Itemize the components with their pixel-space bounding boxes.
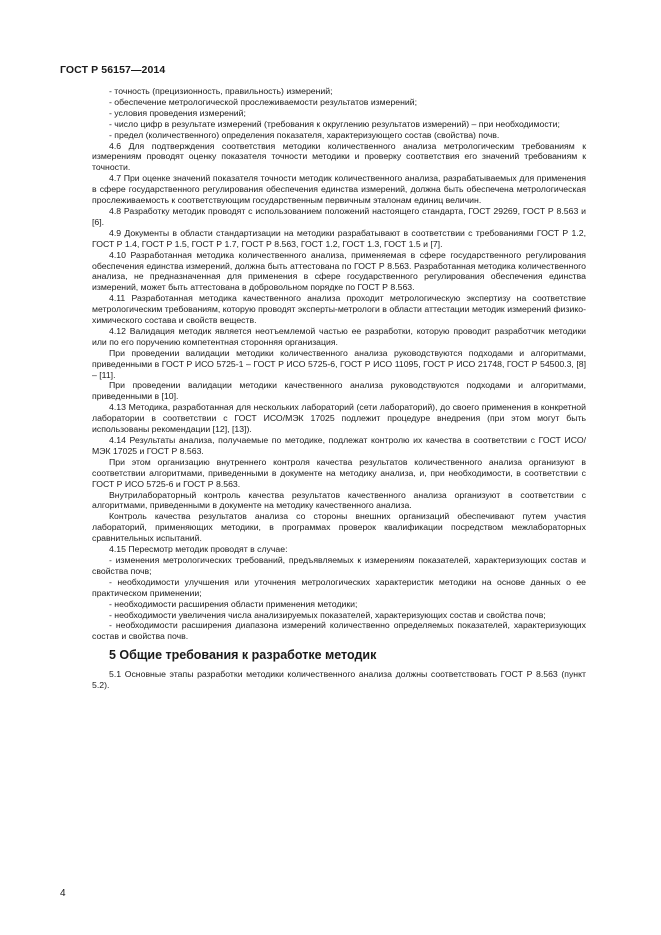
list-item: - условия проведения измерений; [109,107,246,118]
page-content [92,86,586,691]
list-item: - необходимости расширения области применения методики; [109,598,358,609]
list-item: - предел (количественного) определения показателя, характеризующего состав (свойства) почв. [109,129,500,140]
list-item: - обеспечение метрологической прослеживаемости результатов измерений; [109,96,418,107]
paragraph: При проведении валидации методики количественного анализа руководствуются подходами и алгоритмами, приведенными в ГОСТ Р ИСО 5725-1 – ГОСТ Р ИСО 5725-6, ГОСТ Р ИСО 11095, ГОСТ Р ИСО 21748, ГОСТ Р 54500.3, [8] – [11]. [92,347,586,380]
list-item: - необходимости улучшения или уточнения метрологических характеристик методики на основе данных о ее практическом применении; [92,576,586,598]
list-item: - необходимости увеличения числа анализируемых показателей, характеризующих состав и свойства почв; [109,609,546,620]
clause-4-10: 4.10 Разработанная методика количественного анализа, применяемая в сфере государственного регулирования обеспечения единства измерений, должна быть аттестована по ГОСТ Р 8.563. Разработанная методика количественного анализа, не предназначенная для применения в сфере государственного регулирования обеспечения единства измерений, может быть аттестована в добровольном порядке по ГОСТ Р 8.563. [92,249,586,293]
clause-4-8: 4.8 Разработку методик проводят с использованием положений настоящего стандарта, ГОСТ 29269, ГОСТ Р 8.563 и [6]. [92,205,586,227]
clause-4-14: 4.14 Результаты анализа, получаемые по методике, подлежат контролю их качества в соответствии с ГОСТ ИСО/МЭК 17025 и ГОСТ Р 8.563. [92,435,586,456]
clause-4-11: 4.11 Разработанная методика качественного анализа проходит метрологическую экспертизу на соответствие метрологическим требованиям, которую проводят эксперты-метрологи в области аттестации методик измерений физико-химического состава и свойств веществ. [92,293,586,326]
page-number: 4 [60,888,66,899]
list-item: - изменения метрологических требований, предъявляемых к измерениям показателей, характеризующих состав и свойства почв; [92,554,586,576]
clause-4-13: 4.13 Методика, разработанная для нескольких лабораторий (сети лабораторий), до своего применения в конкретной лаборатории в соответствии с ГОСТ ИСО/МЭК 17025 подлежит процедуре внедрения (при этом могут быть использованы рекомендации [12], [13]). [92,402,586,435]
list-item: - число цифр в результате измерений (требования к округлению результатов измерений) – при необходимости; [109,118,560,129]
clause-4-9: 4.9 Документы в области стандартизации на методики разрабатывают в соответствии с требованиями ГОСТ Р 1.2, ГОСТ Р 1.4, ГОСТ Р 1.5, ГОСТ Р 1.7, ГОСТ Р 8.563, ГОСТ 1.2, ГОСТ 1.3, ГОСТ 1.5 и [7]. [92,227,586,249]
document-code-header: ГОСТ Р 56157—2014 [60,64,166,76]
section-5-heading: 5 Общие требования к разработке методик [109,648,377,663]
paragraph: Внутрилабораторный контроль качества результатов качественного анализа организуют в соответствии с алгоритмами, приведенными в документе на методику качественного анализа. [92,489,586,511]
clause-4-6: 4.6 Для подтверждения соответствия методики количественного анализа метрологическим требованиям к измерениям проводят оценку показателя точности методики и проверку соответствия его значений требованиям к точности. [92,140,586,173]
list-item: - точность (прецизионность, правильность) измерений; [109,86,333,96]
paragraph: При этом организацию внутреннего контроля качества результатов количественного анализа организуют в соответствии алгоритмами, приведенными в документе на методику анализа, и, при необходимости, в соответствии с ГОСТ Р ИСО 5725-6 и ГОСТ Р 8.563. [92,456,586,489]
list-item: - необходимости расширения диапазона измерений количественно определяемых показателей, характеризующих состав и свойства почв. [92,620,586,642]
clause-4-7: 4.7 При оценке значений показателя точности методик количественного анализа, разрабатываемых для применения в сфере государственного регулирования обеспечения единства измерений, должна быть обеспечена метрологическая прослеживаемость к соответствующим государственным первичным эталонам единиц величин. [92,173,586,206]
paragraph: Контроль качества результатов анализа со стороны внешних организаций обеспечивают путем участия лабораторий, применяющих методики, в программах проверок квалификации посредством межлабораторных сравнительных испытаний. [92,511,586,544]
paragraph: При проведении валидации методики качественного анализа руководствуются подходами и алгоритмами, приведенными в [10]. [92,380,586,402]
clause-5-1: 5.1 Основные этапы разработки методики количественного анализа должны соответствовать ГОСТ Р 8.563 (пункт 5.2). [92,669,586,691]
clause-4-15: 4.15 Пересмотр методик проводят в случае: [109,544,288,555]
clause-4-12: 4.12 Валидация методик является неотъемлемой частью ее разработки, которую проводит разработчик методики или по его поручению компетентная сторонняя организация. [92,325,586,347]
